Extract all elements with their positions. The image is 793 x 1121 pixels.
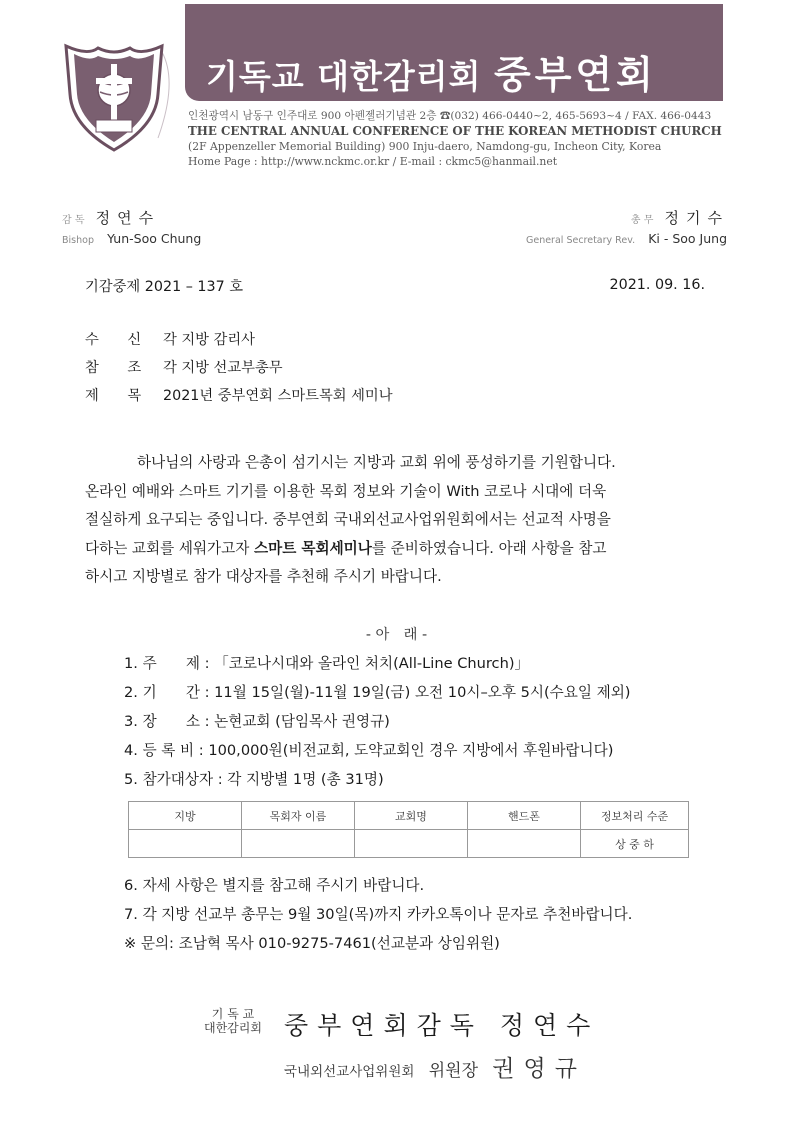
- body-line: 하시고 지방별로 참가 대상자를 추천해 주시기 바랍니다.: [85, 568, 442, 585]
- table-header: 지방: [129, 802, 242, 830]
- signature-committee-name: 권영규: [492, 1056, 586, 1082]
- body-text: 다하는 교회를 세워가고자: [85, 539, 254, 557]
- letterhead-name-en: THE CENTRAL ANNUAL CONFERENCE OF THE KOREAN METHODIST CHURCH: [188, 124, 722, 138]
- bishop-en-block: [62, 228, 201, 247]
- letterhead-address-kr: 인천광역시 남동구 인주대로 900 아펜젤러기념관 2층 ☎(032) 466-0440~2, 465-5693~4 / FAX. 466-0443: [188, 110, 712, 122]
- header-recipient: [85, 329, 255, 349]
- body-line: 온라인 예배와 스마트 기기를 이용한 목회 정보와 기술이 With 코로나 시대에 더욱: [85, 482, 607, 500]
- body-text: 를 준비하였습니다. 아래 사항을 참고: [371, 539, 607, 557]
- bishop-block: [62, 207, 160, 228]
- table-cell: 상 중 하: [581, 830, 689, 858]
- table-cell: [242, 830, 355, 858]
- signature-org-line: 대한감리회: [204, 1021, 262, 1035]
- header-value: 2021년 중부연회 스마트목회 세미나: [163, 388, 393, 404]
- bishop-role-en: Bishop: [62, 235, 94, 246]
- document-date: 2021. 09. 16.: [609, 277, 705, 293]
- table-header-row: [129, 802, 689, 830]
- body-line: 절실하게 요구되는 중입니다. 중부연회 국내외선교사업위원회에서는 선교적 사명을: [85, 511, 611, 528]
- letterhead-address-en: (2F Appenzeller Memorial Building) 900 Inju-daero, Namdong-gu, Incheon City, Korea: [188, 140, 662, 153]
- secretary-name-en: Ki - Soo Jung: [648, 231, 727, 246]
- body-emphasis: 스마트 목회세미나: [254, 539, 372, 557]
- header-value: 각 지방 감리사: [163, 332, 255, 348]
- header-label: 제 목: [85, 388, 142, 404]
- bishop-name-en: Yun-Soo Chung: [107, 231, 202, 246]
- table-header: 핸드폰: [468, 802, 581, 830]
- list-item: 4. 등 록 비 : 100,000원(비전교회, 도약교회인 경우 지방에서 후원바랍니다): [124, 742, 614, 759]
- table-row: [129, 830, 689, 858]
- table-header: 정보처리 수준: [581, 802, 689, 830]
- table-cell: [468, 830, 581, 858]
- list-item: 6. 자세 사항은 별지를 참고해 주시기 바랍니다.: [124, 877, 425, 894]
- header-label: 수 신: [85, 332, 142, 348]
- methodist-cross-shield-icon: [58, 42, 170, 154]
- letterhead-title-main: 중부연회: [494, 53, 657, 97]
- signature-org-line: 기 독 교: [211, 1007, 255, 1021]
- header-value: 각 지방 선교부총무: [163, 360, 283, 376]
- list-item: 2. 기 간 : 11월 15일(월)-11월 19일(금) 오전 10시–오후 5시(수요일 제외): [124, 684, 631, 701]
- header-reference: [85, 357, 283, 377]
- inquiry-note: ※ 문의: 조남혁 목사 010-9275-7461(선교분과 상임위원): [124, 935, 500, 952]
- body-line: [85, 535, 705, 564]
- bishop-role-kr: 감 독: [62, 215, 85, 226]
- list-item: 5. 참가대상자 : 각 지방별 1명 (총 31명): [124, 771, 384, 788]
- list-item: 1. 주 제 : 「코로나시대와 올라인 처치(All-Line Church)」: [124, 655, 530, 672]
- body-line: 하나님의 사랑과 은총이 섬기시는 지방과 교회 위에 풍성하기를 기원합니다.: [137, 454, 616, 471]
- secretary-role-kr: 총 무: [630, 215, 654, 226]
- document-number: 기감중제 2021 – 137 호: [85, 279, 244, 295]
- signature-org-small: [204, 1007, 262, 1035]
- secretary-en-block: [526, 228, 727, 247]
- signature-committee: [284, 1050, 586, 1083]
- notice-heading: - 아 래 -: [365, 627, 428, 643]
- letterhead-title: [206, 44, 657, 99]
- secretary-name-kr: 정기수: [664, 209, 729, 227]
- list-item: 7. 각 지방 선교부 총무는 9월 30일(목)까지 카카오톡이나 문자로 추천바랍니다.: [124, 906, 633, 923]
- bishop-name-kr: 정연수: [95, 209, 161, 227]
- body-paragraph: [85, 449, 705, 592]
- letterhead-contact: Home Page : http://www.nckmc.or.kr / E-mail : ckmc5@hanmail.net: [188, 155, 558, 168]
- secretary-block: [631, 207, 729, 228]
- table-cell: [355, 830, 468, 858]
- list-item: 3. 장 소 : 논현교회 (담임목사 권영규): [124, 713, 390, 730]
- table-header: 교회명: [355, 802, 468, 830]
- table-cell: [129, 830, 242, 858]
- table-header: 목회자 이름: [242, 802, 355, 830]
- registration-table: [128, 801, 689, 858]
- signature-committee-title: 위원장: [428, 1061, 478, 1081]
- signature-bishop: 중부연회감독 정연수: [284, 1011, 600, 1040]
- secretary-role-en: General Secretary Rev.: [525, 235, 636, 246]
- header-subject: [85, 385, 393, 405]
- header-label: 참 조: [85, 360, 142, 376]
- signature-committee-org: 국내외선교사업위원회: [284, 1064, 415, 1080]
- letterhead-title-prefix: 기독교 대한감리회: [206, 57, 482, 96]
